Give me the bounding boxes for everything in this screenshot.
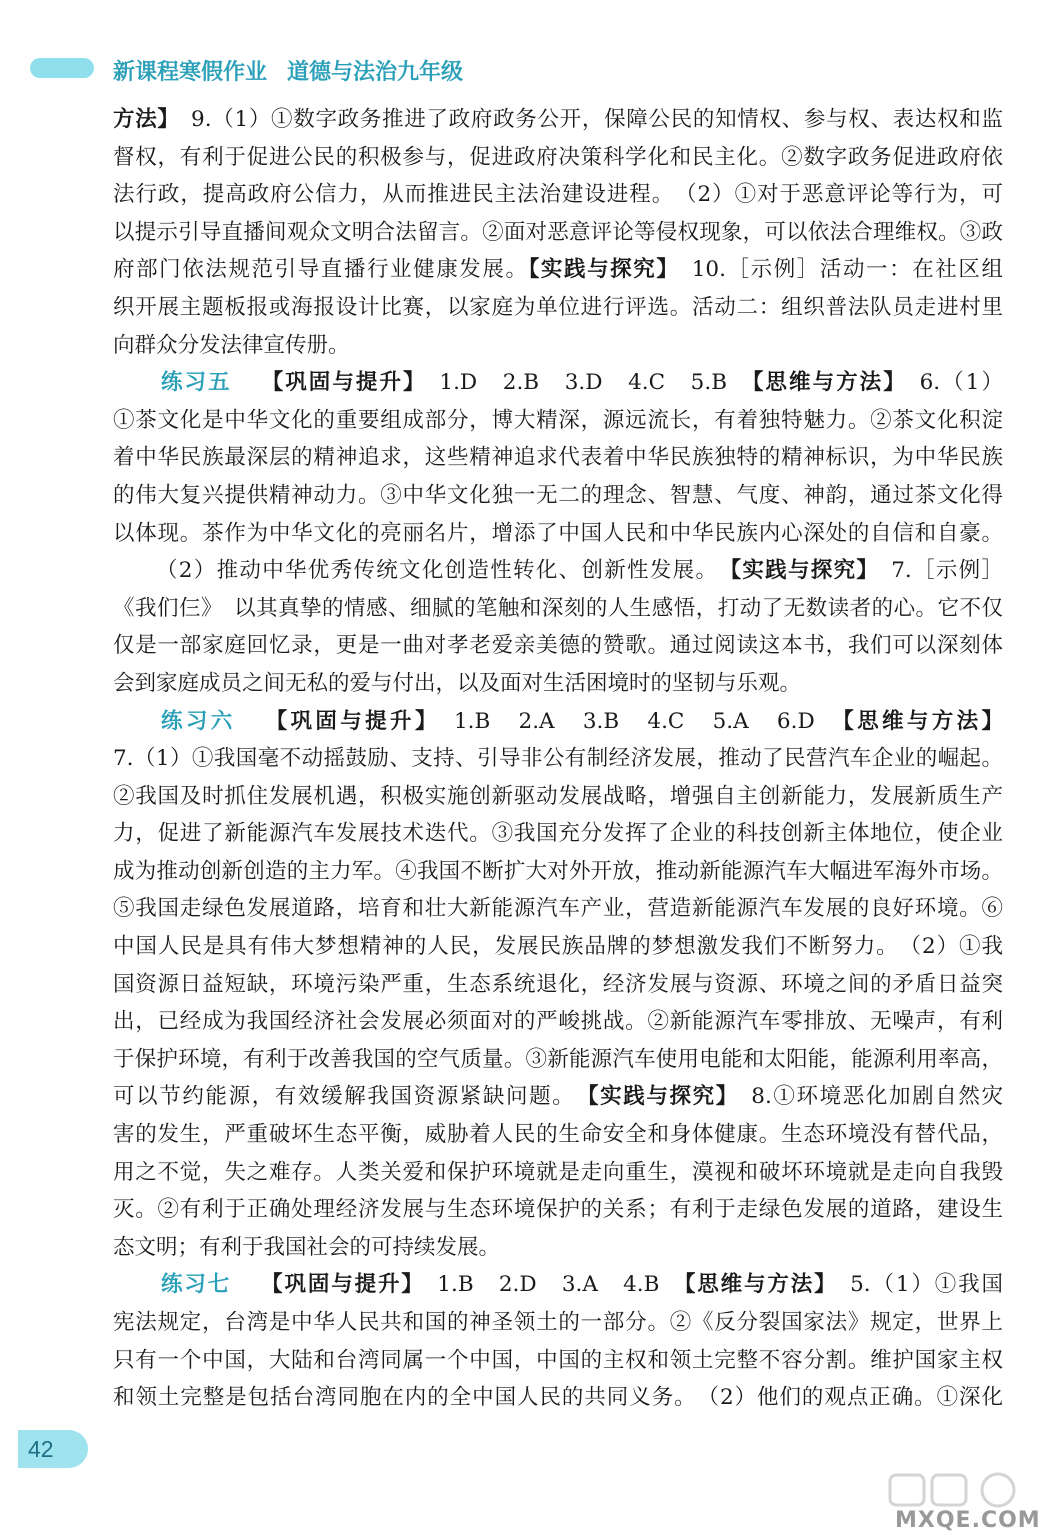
line-text: ⑤我国走绿色发展道路，培育和壮大新能源汽车产业，营造新能源汽车发展的良好环境。⑥ (113, 896, 1003, 922)
line-text: 10.［示例］活动一：在社区组 (668, 257, 1003, 283)
line-text: 力，促进了新能源汽车发展技术迭代。③我国充分发挥了企业的科技创新主体地位，使企业 (113, 821, 1003, 847)
line-text: 向群众分发法律宣传册。 (113, 332, 350, 358)
line-text: 用之不觉，失之难存。人类关爱和保护环境就是走向重生，漠视和破坏环境就是走向自我毁 (113, 1159, 1003, 1185)
text-line (113, 1078, 1003, 1116)
text-line (113, 1304, 1003, 1342)
header-decoration-bar (30, 58, 94, 78)
line-text: ①茶文化是中华文化的重要组成部分，博大精深，源远流长，有着独特魅力。②茶文化积淀 (113, 407, 1003, 433)
text-line (113, 627, 1003, 665)
line-text: 会到家庭成员之间无私的爱与付出，以及面对生活困境时的坚韧与乐观。 (113, 670, 802, 696)
text-line (113, 1191, 1003, 1229)
watermark-text: MXQE.COM (895, 1508, 1041, 1533)
line-text: 府部门依法规范引导直播行业健康发展。 (113, 257, 529, 283)
line-text: 中国人民是具有伟大梦想精神的人民，发展民族品牌的梦想激发我们不断努力。 （2）①我 (113, 934, 1003, 960)
text-line (113, 439, 1003, 477)
line-text: 宪法规定，台湾是中华人民共和国的神圣领土的一部分。②《反分裂国家法》规定，世界上 (113, 1310, 1003, 1335)
text-line (113, 1041, 1003, 1079)
bracket-heading: 方法】 (113, 107, 169, 132)
line-text: （2）推动中华优秀传统文化创造性转化、创新性发展。 (156, 558, 731, 584)
text-line (113, 552, 1003, 590)
header-series-title: 新课程寒假作业 (113, 60, 268, 85)
line-text: 于保护环境，有利于改善我国的空气质量。③新能源汽车使用电能和太阳能，能源利用率高， (113, 1046, 1003, 1072)
text-line (113, 1154, 1003, 1192)
line-text: 的伟大复兴提供精神动力。③中华文化独一无二的理念、智慧、气度、神韵，通过茶文化得 (113, 482, 1003, 508)
text-line (113, 214, 1003, 252)
line-text: 着中华民族最深层的精神追求，这些精神追求代表着中华民族独特的精神标识，为中华民族 (113, 445, 1003, 471)
text-line (113, 1003, 1003, 1041)
text-line (113, 1379, 1003, 1417)
line-text: 《我们仨》 以其真挚的情感、细腻的笔触和深刻的人生感悟，打动了无数读者的心。它不仅 (113, 595, 1003, 621)
page-number: 42 (28, 1436, 54, 1462)
line-text: 5.（1）①我国 (826, 1272, 1003, 1298)
line-text: 9.（1）①数字政务推进了政府政务公开，保障公民的知情权、参与权、表达权和监 (168, 107, 1003, 132)
text-line (113, 289, 1003, 327)
line-text: 灭。②有利于正确处理经济发展与生态环境保护的关系；有利于走绿色发展的道路，建设生 (113, 1197, 1003, 1223)
bracket-heading: 【思维与方法】 (752, 370, 897, 396)
line-text: 成为推动创新创造的主力军。④我国不断扩大对外开放，推动新能源汽车大幅进军海外市场。 (113, 858, 1003, 884)
line-text: 6.（1） (896, 370, 1003, 396)
bracket-heading: 【实践与探究】 (730, 558, 869, 584)
text-line (113, 928, 1003, 966)
line-text: 国资源日益短缺，环境污染严重，生态系统退化，经济发展与资源、环境之间的矛盾日益突 (113, 971, 1003, 997)
line-text: 8.①环境恶化加剧自然灾 (728, 1084, 1003, 1110)
line-text: 1.D 2.B 3.D 4.C 5.B (415, 370, 753, 396)
text-line (113, 1342, 1003, 1380)
line-text: 法行政，提高政府公信力，从而推进民主法治建设进程。 （2）①对于恶意评论等行为，可 (113, 182, 1003, 208)
bracket-heading: 【巩固与提升】 (261, 370, 416, 396)
text-line (113, 890, 1003, 928)
text-line (113, 966, 1003, 1004)
section-title: 练习六 (161, 708, 236, 734)
text-line (113, 778, 1003, 816)
line-text: 以提示引导直播间观众文明合法留言。②面对恶意评论等侵权现象，可以依法合理维权。③政 (113, 219, 1003, 245)
text-line (113, 139, 1003, 177)
text-line (113, 364, 1003, 402)
text-line (113, 101, 1003, 139)
line-text: 只有一个中国，大陆和台湾同属一个中国，中国的主权和领土完整不容分割。维护国家主权 (113, 1347, 1003, 1373)
section-title: 练习五 (161, 370, 232, 396)
bracket-heading: 【实践与探究】 (587, 1084, 729, 1110)
line-text: 织开展主题板报或海报设计比赛，以家庭为单位进行评选。活动二：组织普法队员走进村里 (113, 294, 1003, 320)
text-line (113, 815, 1003, 853)
line-text: 仅是一部家庭回忆录，更是一曲对孝老爱亲美德的赞歌。通过阅读这本书，我们可以深刻体 (113, 633, 1003, 659)
bracket-heading: 【巩固与提升】 (265, 708, 430, 734)
line-text: 出，已经成为我国经济社会发展必须面对的严峻挑战。②新能源汽车零排放、无噪声，有利 (113, 1009, 1003, 1035)
line-text: 害的发生，严重破坏生态平衡，威胁着人民的生命安全和身体健康。生态环境没有替代品， (113, 1122, 1003, 1148)
line-text: 可以节约能源，有效缓解我国资源紧缺问题。 (113, 1084, 588, 1110)
line-text: 7.［示例］ (868, 558, 1003, 584)
text-line (113, 703, 1003, 741)
text-line (113, 477, 1003, 515)
text-line (113, 1229, 1003, 1267)
text-line (113, 740, 1003, 778)
line-text: ②我国及时抓住发展机遇，积极实施创新驱动发展战略，增强自主创新能力，发展新质生产 (113, 783, 1003, 809)
line-text: 和领土完整是包括台湾同胞在内的全中国人民的共同义务。 （2）他们的观点正确。①深化 (113, 1385, 1003, 1411)
text-line (113, 515, 1003, 553)
answer-body (113, 101, 1003, 1417)
text-line (113, 853, 1003, 891)
section-title: 练习七 (161, 1272, 232, 1298)
text-line (113, 1116, 1003, 1154)
text-line (113, 665, 1003, 703)
line-text: 1.B 2.D 3.A 4.B (413, 1272, 685, 1298)
header-subject-title: 道德与法治九年级 (287, 60, 464, 85)
text-line (113, 176, 1003, 214)
bracket-heading: 【巩固与提升】 (261, 1272, 414, 1298)
line-text: 督权，有利于促进公民的积极参与，促进政府决策科学化和民主化。②数字政务促进政府依 (113, 144, 1003, 170)
line-text: 以体现。茶作为中华文化的亮丽名片，增添了中国人民和中华民族内心深处的自信和自豪。 (113, 520, 1003, 546)
bracket-heading: 【思维与方法】 (842, 708, 1003, 734)
line-text: 态文明；有利于我国社会的可持续发展。 (113, 1234, 501, 1260)
bracket-heading: 【思维与方法】 (684, 1272, 827, 1298)
line-text: 7.（1）①我国毫不动摇鼓励、支持、引导非公有制经济发展，推动了民营汽车企业的崛起。 (113, 746, 1003, 772)
text-line (113, 590, 1003, 628)
text-line (113, 1266, 1003, 1304)
line-text: 1.B 2.A 3.B 4.C 5.A 6.D (429, 708, 843, 734)
bracket-heading: 【实践与探究】 (528, 257, 669, 283)
text-line (113, 327, 1003, 365)
text-line (113, 251, 1003, 289)
text-line (113, 402, 1003, 440)
